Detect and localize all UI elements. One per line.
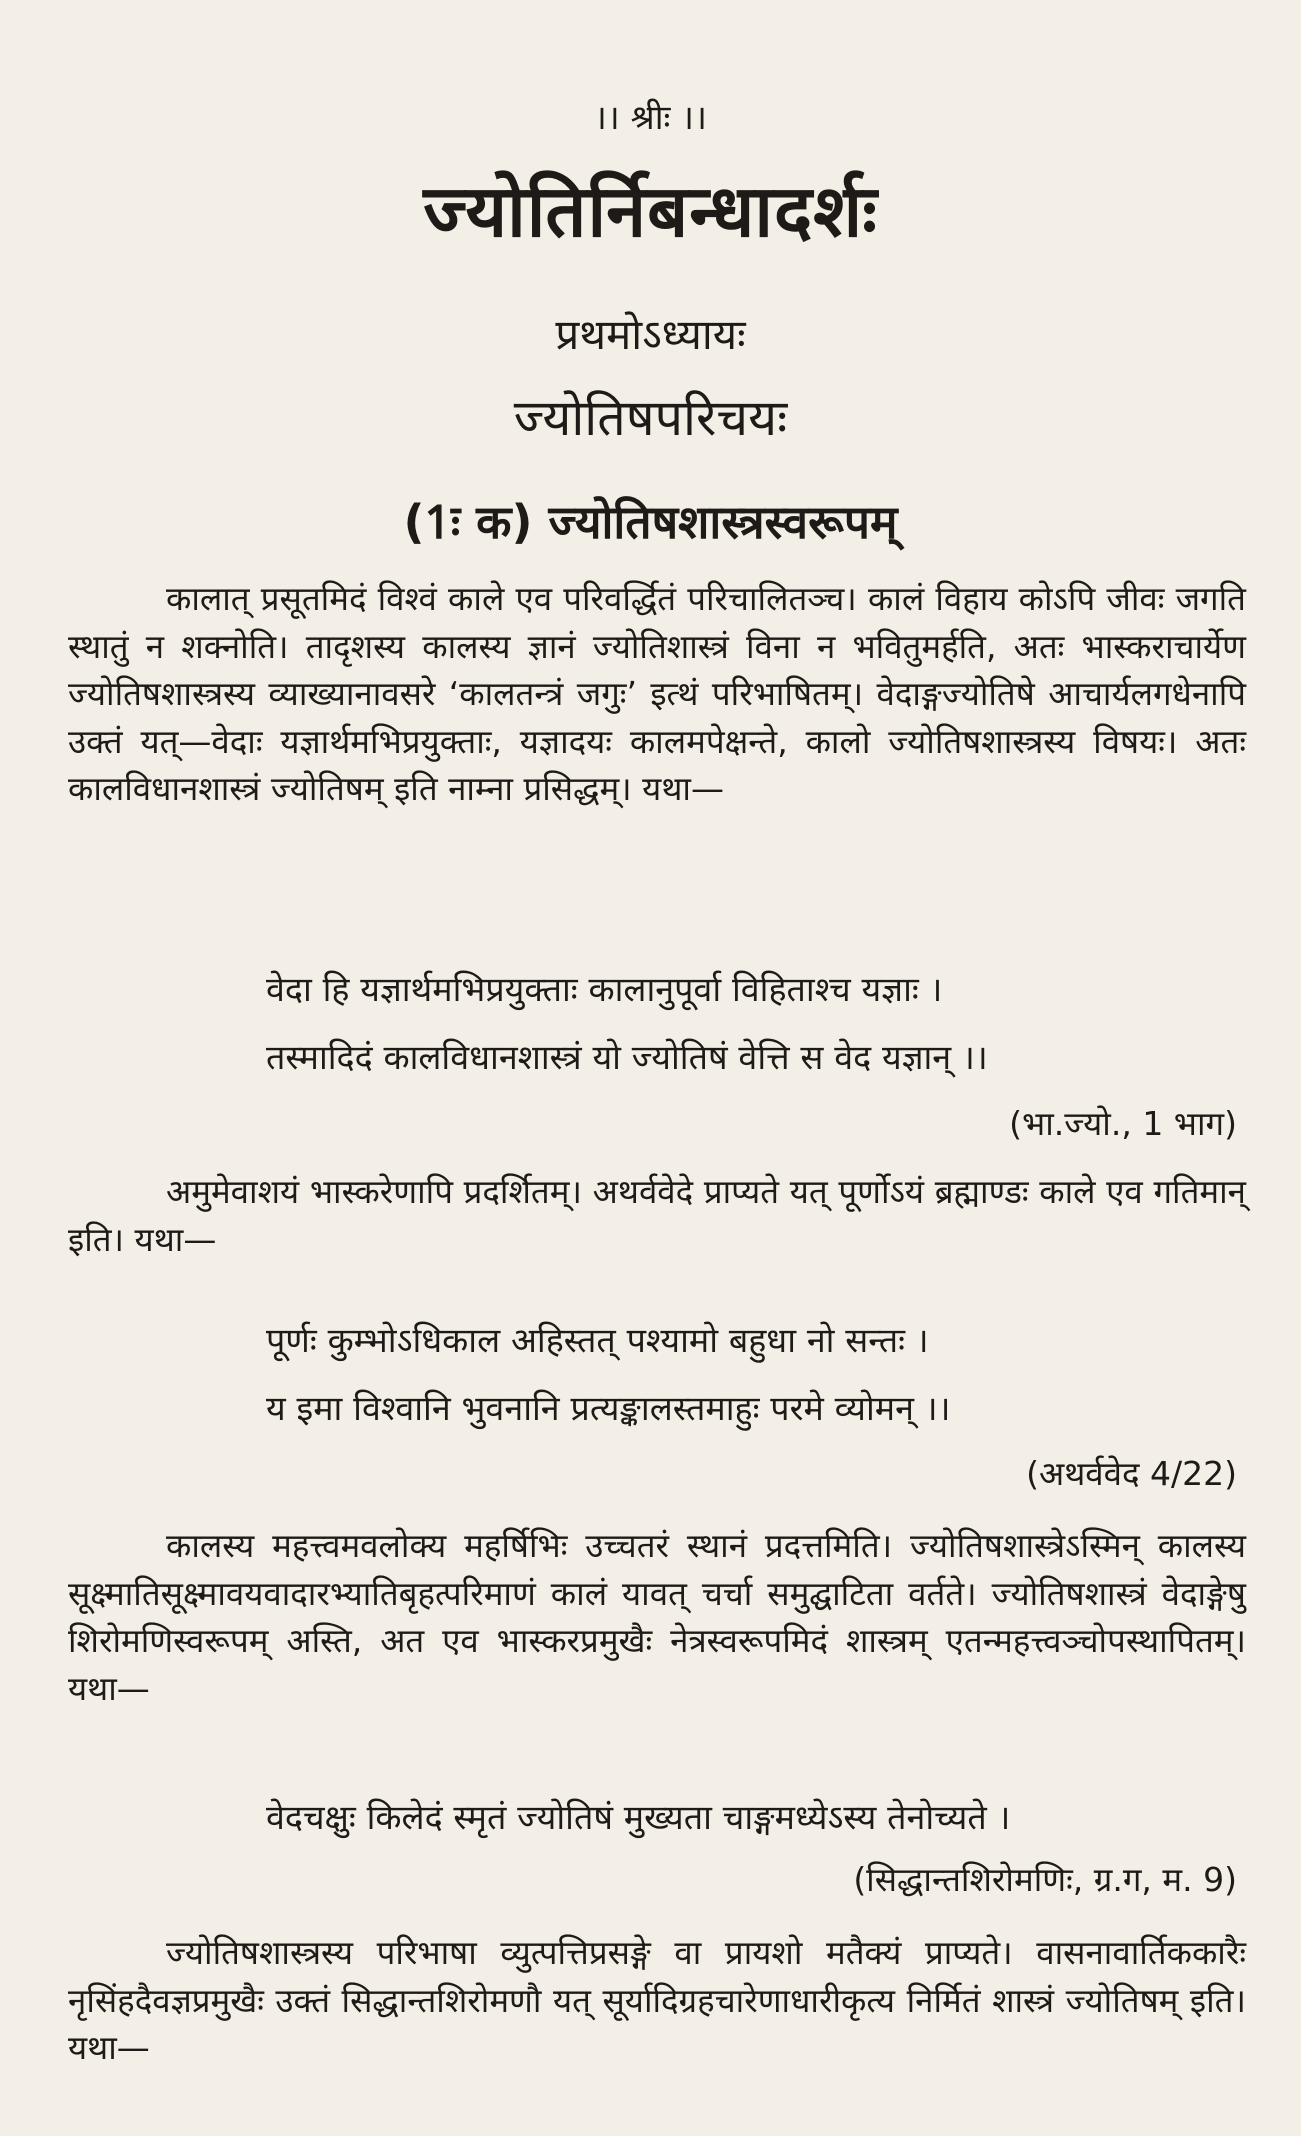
paragraph-3 <box>68 1522 1246 1712</box>
chapter-title: प्रथमोऽध्यायः <box>555 310 746 359</box>
verse-3-reference: (सिद्धान्तशिरोमणिः, ग्र.ग, म. 9) <box>853 1860 1237 1899</box>
paragraph-2-text: अमुमेवाशयं भास्करेणापि प्रदर्शितम्। अथर्ववेदे प्राप्यते यत् पूर्णोऽयं ब्रह्माण्डः काले एव गतिमान् इति। यथा— <box>68 1172 1246 1259</box>
section-title: (1ः क) ज्योतिषशास्त्रस्वरूपम् <box>403 495 898 549</box>
paragraph-4 <box>68 1929 1246 2072</box>
paragraph-1 <box>68 575 1246 813</box>
verse-1-line-2: तस्मादिदं कालविधानशास्त्रं यो ज्योतिषं वेत्ति स वेद यज्ञान् ।। <box>266 1038 988 1078</box>
paragraph-2 <box>68 1168 1246 1263</box>
verse-2-line-2: य इमा विश्वानि भुवनानि प्रत्यङ्कालस्तमाहुः परमे व्योमन् ।। <box>266 1389 951 1429</box>
paragraph-1-text: कालात् प्रसूतमिदं विश्वं काले एव परिवर्द्धितं परिचालितञ्च। कालं विहाय कोऽपि जीवः जगति स्थातुं न शक्नोति। तादृशस्य कालस्य ज्ञानं ज्योतिशास्त्रं विना न भवितुमर्हति, अतः भास्कराचार्येण ज्योतिषशास्त्रस्य व्याख्यानावसरे ‘कालतन्त्रं जगुः’ इत्थं परिभाषितम्। वेदाङ्गज्योतिषे आचार्यलगधेनापि उक्तं यत्—वेदाः यज्ञार्थमभिप्रयुक्ताः, यज्ञादयः कालमपेक्षन्ते, कालो ज्योतिषशास्त्रस्य विषयः। अतः कालविधानशास्त्रं ज्योतिषम् इति नाम्ना प्रसिद्धम्। यथा— <box>68 579 1246 808</box>
verse-2-reference: (अथर्ववेद 4/22) <box>1026 1454 1237 1493</box>
verse-1-reference: (भा.ज्यो., 1 भाग) <box>1009 1104 1237 1143</box>
verse-1-line-1: वेदा हि यज्ञार्थमभिप्रयुक्ताः कालानुपूर्वा विहिताश्च यज्ञाः । <box>266 970 943 1010</box>
invocation-text: ।। श्रीः ।। <box>594 98 707 138</box>
paragraph-4-text: ज्योतिषशास्त्रस्य परिभाषा व्युत्पत्तिप्रसङ्गे वा प्रायशो मतैक्यं प्राप्यते। वासनावार्तिककारैः नृसिंहदैवज्ञप्रमुखैः उक्तं सिद्धान्तशिरोमणौ यत् सूर्यादिग्रहचारेणाधारीकृत्य निर्मितं शास्त्रं ज्योतिषम् इति। यथा— <box>68 1933 1246 2067</box>
verse-3-line-1: वेदचक्षुः किलेदं स्मृतं ज्योतिषं मुख्यता चाङ्गमध्येऽस्य तेनोच्यते । <box>266 1798 1011 1838</box>
paragraph-3-text: कालस्य महत्त्वमवलोक्य महर्षिभिः उच्चतरं स्थानं प्रदत्तमिति। ज्योतिषशास्त्रेऽस्मिन् कालस्य सूक्ष्मातिसूक्ष्मावयवादारभ्यातिबृहत्परिमाणं कालं यावत् चर्चा समुद्घाटिता वर्तते। ज्योतिषशास्त्रं वेदाङ्गेषु शिरोमणिस्वरूपम् अस्ति, अत एव भास्करप्रमुखैः नेत्रस्वरूपमिदं शास्त्रम् एतन्महत्त्वञ्चोपस्थापितम्। यथा— <box>68 1526 1246 1708</box>
verse-2-line-1: पूर्णः कुम्भोऽधिकाल अहिस्तत् पश्यामो बहुधा नो सन्तः । <box>266 1321 929 1361</box>
book-title: ज्योतिर्निबन्धादर्शः <box>423 169 878 253</box>
chapter-name: ज्योतिषपरिचयः <box>513 389 788 447</box>
